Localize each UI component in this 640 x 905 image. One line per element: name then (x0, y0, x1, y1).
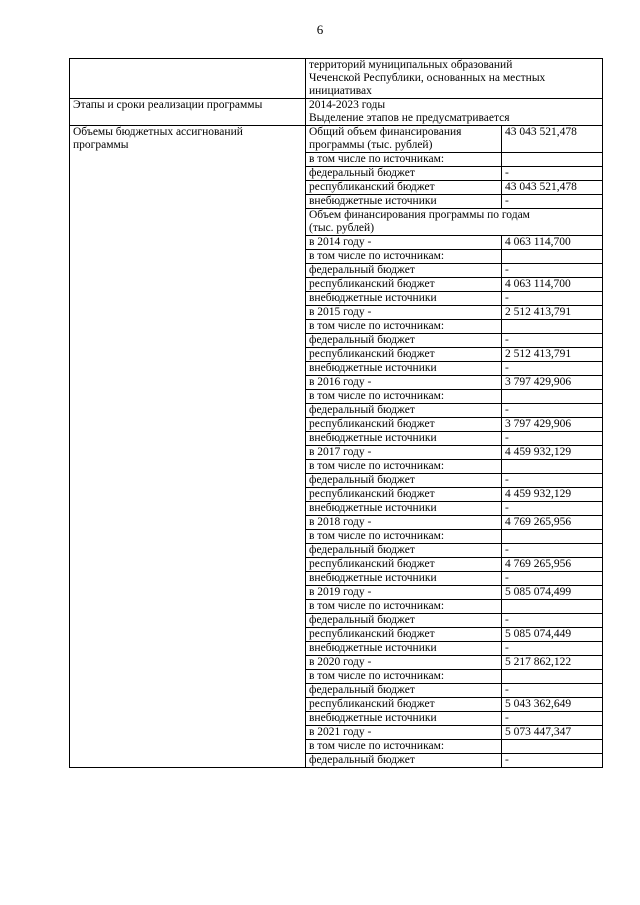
source-label-cell: федеральный бюджет (306, 544, 502, 558)
source-label-cell: республиканский бюджет (306, 698, 502, 712)
year-label-cell: в 2018 году - (306, 516, 502, 530)
source-label-cell: внебюджетные источники (306, 642, 502, 656)
table-body (70, 59, 603, 768)
budget-label-line: программы (73, 139, 129, 151)
source-label-cell: республиканский бюджет (306, 181, 502, 195)
year-label-cell: в 2014 году - (306, 236, 502, 250)
source-value-cell: - (502, 474, 603, 488)
year-label-cell: в 2020 году - (306, 656, 502, 670)
source-label-cell: федеральный бюджет (306, 167, 502, 181)
year-label-cell: в 2021 году - (306, 726, 502, 740)
source-label-cell: внебюджетные источники (306, 195, 502, 209)
source-value-cell: - (502, 614, 603, 628)
budget-label-cell (70, 126, 306, 768)
by-years-heading-line: Объем финансирования программы по годам (309, 209, 530, 221)
source-value-cell: - (502, 334, 603, 348)
source-label-cell: внебюджетные источники (306, 502, 502, 516)
source-label-cell: в том числе по источникам: (306, 530, 502, 544)
stages-line: Выделение этапов не предусматривается (309, 112, 510, 124)
source-value-cell: 5 085 074,449 (502, 628, 603, 642)
source-label-cell: в том числе по источникам: (306, 460, 502, 474)
source-label-cell: внебюджетные источники (306, 432, 502, 446)
year-value-cell: 3 797 429,906 (502, 376, 603, 390)
source-value-cell: - (502, 432, 603, 446)
page-number: 6 (316, 22, 324, 37)
source-value-cell: 4 459 932,129 (502, 488, 603, 502)
year-label-cell: в 2017 году - (306, 446, 502, 460)
program-passport-table (69, 58, 603, 768)
stages-label-cell: Этапы и сроки реализации программы (70, 99, 306, 126)
source-value-cell: - (502, 362, 603, 376)
by-years-heading-cell (306, 209, 603, 236)
year-label-cell: в 2016 году - (306, 376, 502, 390)
source-label-cell: республиканский бюджет (306, 488, 502, 502)
source-label-cell: внебюджетные источники (306, 292, 502, 306)
source-label-cell: республиканский бюджет (306, 348, 502, 362)
source-value-cell: - (502, 684, 603, 698)
source-value-cell (502, 250, 603, 264)
source-value-cell (502, 153, 603, 167)
source-value-cell: 5 043 362,649 (502, 698, 603, 712)
source-label-cell: федеральный бюджет (306, 684, 502, 698)
source-value-cell (502, 670, 603, 684)
source-label-cell: федеральный бюджет (306, 404, 502, 418)
intro-line: Чеченской Республики, основанных на местных (309, 72, 546, 84)
table-row (70, 99, 603, 126)
source-value-cell (502, 390, 603, 404)
year-value-cell: 5 073 447,347 (502, 726, 603, 740)
source-label-cell: в том числе по источникам: (306, 153, 502, 167)
budget-label-line: Объемы бюджетных ассигнований (73, 126, 243, 138)
source-label-cell: в том числе по источникам: (306, 600, 502, 614)
source-label-cell: в том числе по источникам: (306, 390, 502, 404)
intro-text-cell (306, 59, 603, 99)
total-label-cell (306, 126, 502, 153)
year-value-cell: 5 085 074,499 (502, 586, 603, 600)
source-value-cell: - (502, 712, 603, 726)
source-value-cell: - (502, 264, 603, 278)
row-label-cell (70, 59, 306, 99)
total-label-line: программы (тыс. рублей) (309, 139, 433, 151)
table-row (70, 126, 603, 153)
total-label-line: Общий объем финансирования (309, 126, 462, 138)
source-label-cell: в том числе по источникам: (306, 670, 502, 684)
source-label-cell: в том числе по источникам: (306, 320, 502, 334)
stages-text-cell (306, 99, 603, 126)
table-row (70, 59, 603, 99)
source-value-cell: - (502, 502, 603, 516)
source-value-cell: - (502, 167, 603, 181)
year-label-cell: в 2019 году - (306, 586, 502, 600)
source-label-cell: в том числе по источникам: (306, 740, 502, 754)
year-value-cell: 5 217 862,122 (502, 656, 603, 670)
year-value-cell: 4 459 932,129 (502, 446, 603, 460)
year-label-cell: в 2015 году - (306, 306, 502, 320)
source-value-cell: - (502, 754, 603, 768)
source-value-cell: 2 512 413,791 (502, 348, 603, 362)
source-value-cell: - (502, 195, 603, 209)
source-value-cell: 3 797 429,906 (502, 418, 603, 432)
source-label-cell: в том числе по источникам: (306, 250, 502, 264)
source-label-cell: федеральный бюджет (306, 754, 502, 768)
source-label-cell: внебюджетные источники (306, 572, 502, 586)
source-value-cell (502, 320, 603, 334)
source-label-cell: республиканский бюджет (306, 418, 502, 432)
intro-line: территорий муниципальных образований (309, 59, 513, 71)
source-value-cell: 4 063 114,700 (502, 278, 603, 292)
source-value-cell: - (502, 642, 603, 656)
source-label-cell: внебюджетные источники (306, 362, 502, 376)
total-value-cell: 43 043 521,478 (502, 126, 603, 153)
year-value-cell: 2 512 413,791 (502, 306, 603, 320)
source-label-cell: республиканский бюджет (306, 628, 502, 642)
source-value-cell (502, 600, 603, 614)
source-value-cell: - (502, 292, 603, 306)
source-value-cell: 4 769 265,956 (502, 558, 603, 572)
source-label-cell: федеральный бюджет (306, 334, 502, 348)
source-value-cell (502, 740, 603, 754)
year-value-cell: 4 769 265,956 (502, 516, 603, 530)
source-label-cell: федеральный бюджет (306, 264, 502, 278)
source-label-cell: республиканский бюджет (306, 558, 502, 572)
source-value-cell: - (502, 404, 603, 418)
year-value-cell: 4 063 114,700 (502, 236, 603, 250)
source-label-cell: внебюджетные источники (306, 712, 502, 726)
source-value-cell (502, 530, 603, 544)
source-value-cell: - (502, 544, 603, 558)
source-value-cell: 43 043 521,478 (502, 181, 603, 195)
source-label-cell: республиканский бюджет (306, 278, 502, 292)
source-value-cell (502, 460, 603, 474)
by-years-heading-line: (тыс. рублей) (309, 222, 375, 234)
source-label-cell: федеральный бюджет (306, 614, 502, 628)
intro-line: инициативах (309, 85, 372, 97)
stages-line: 2014-2023 годы (309, 99, 386, 111)
source-label-cell: федеральный бюджет (306, 474, 502, 488)
source-value-cell: - (502, 572, 603, 586)
